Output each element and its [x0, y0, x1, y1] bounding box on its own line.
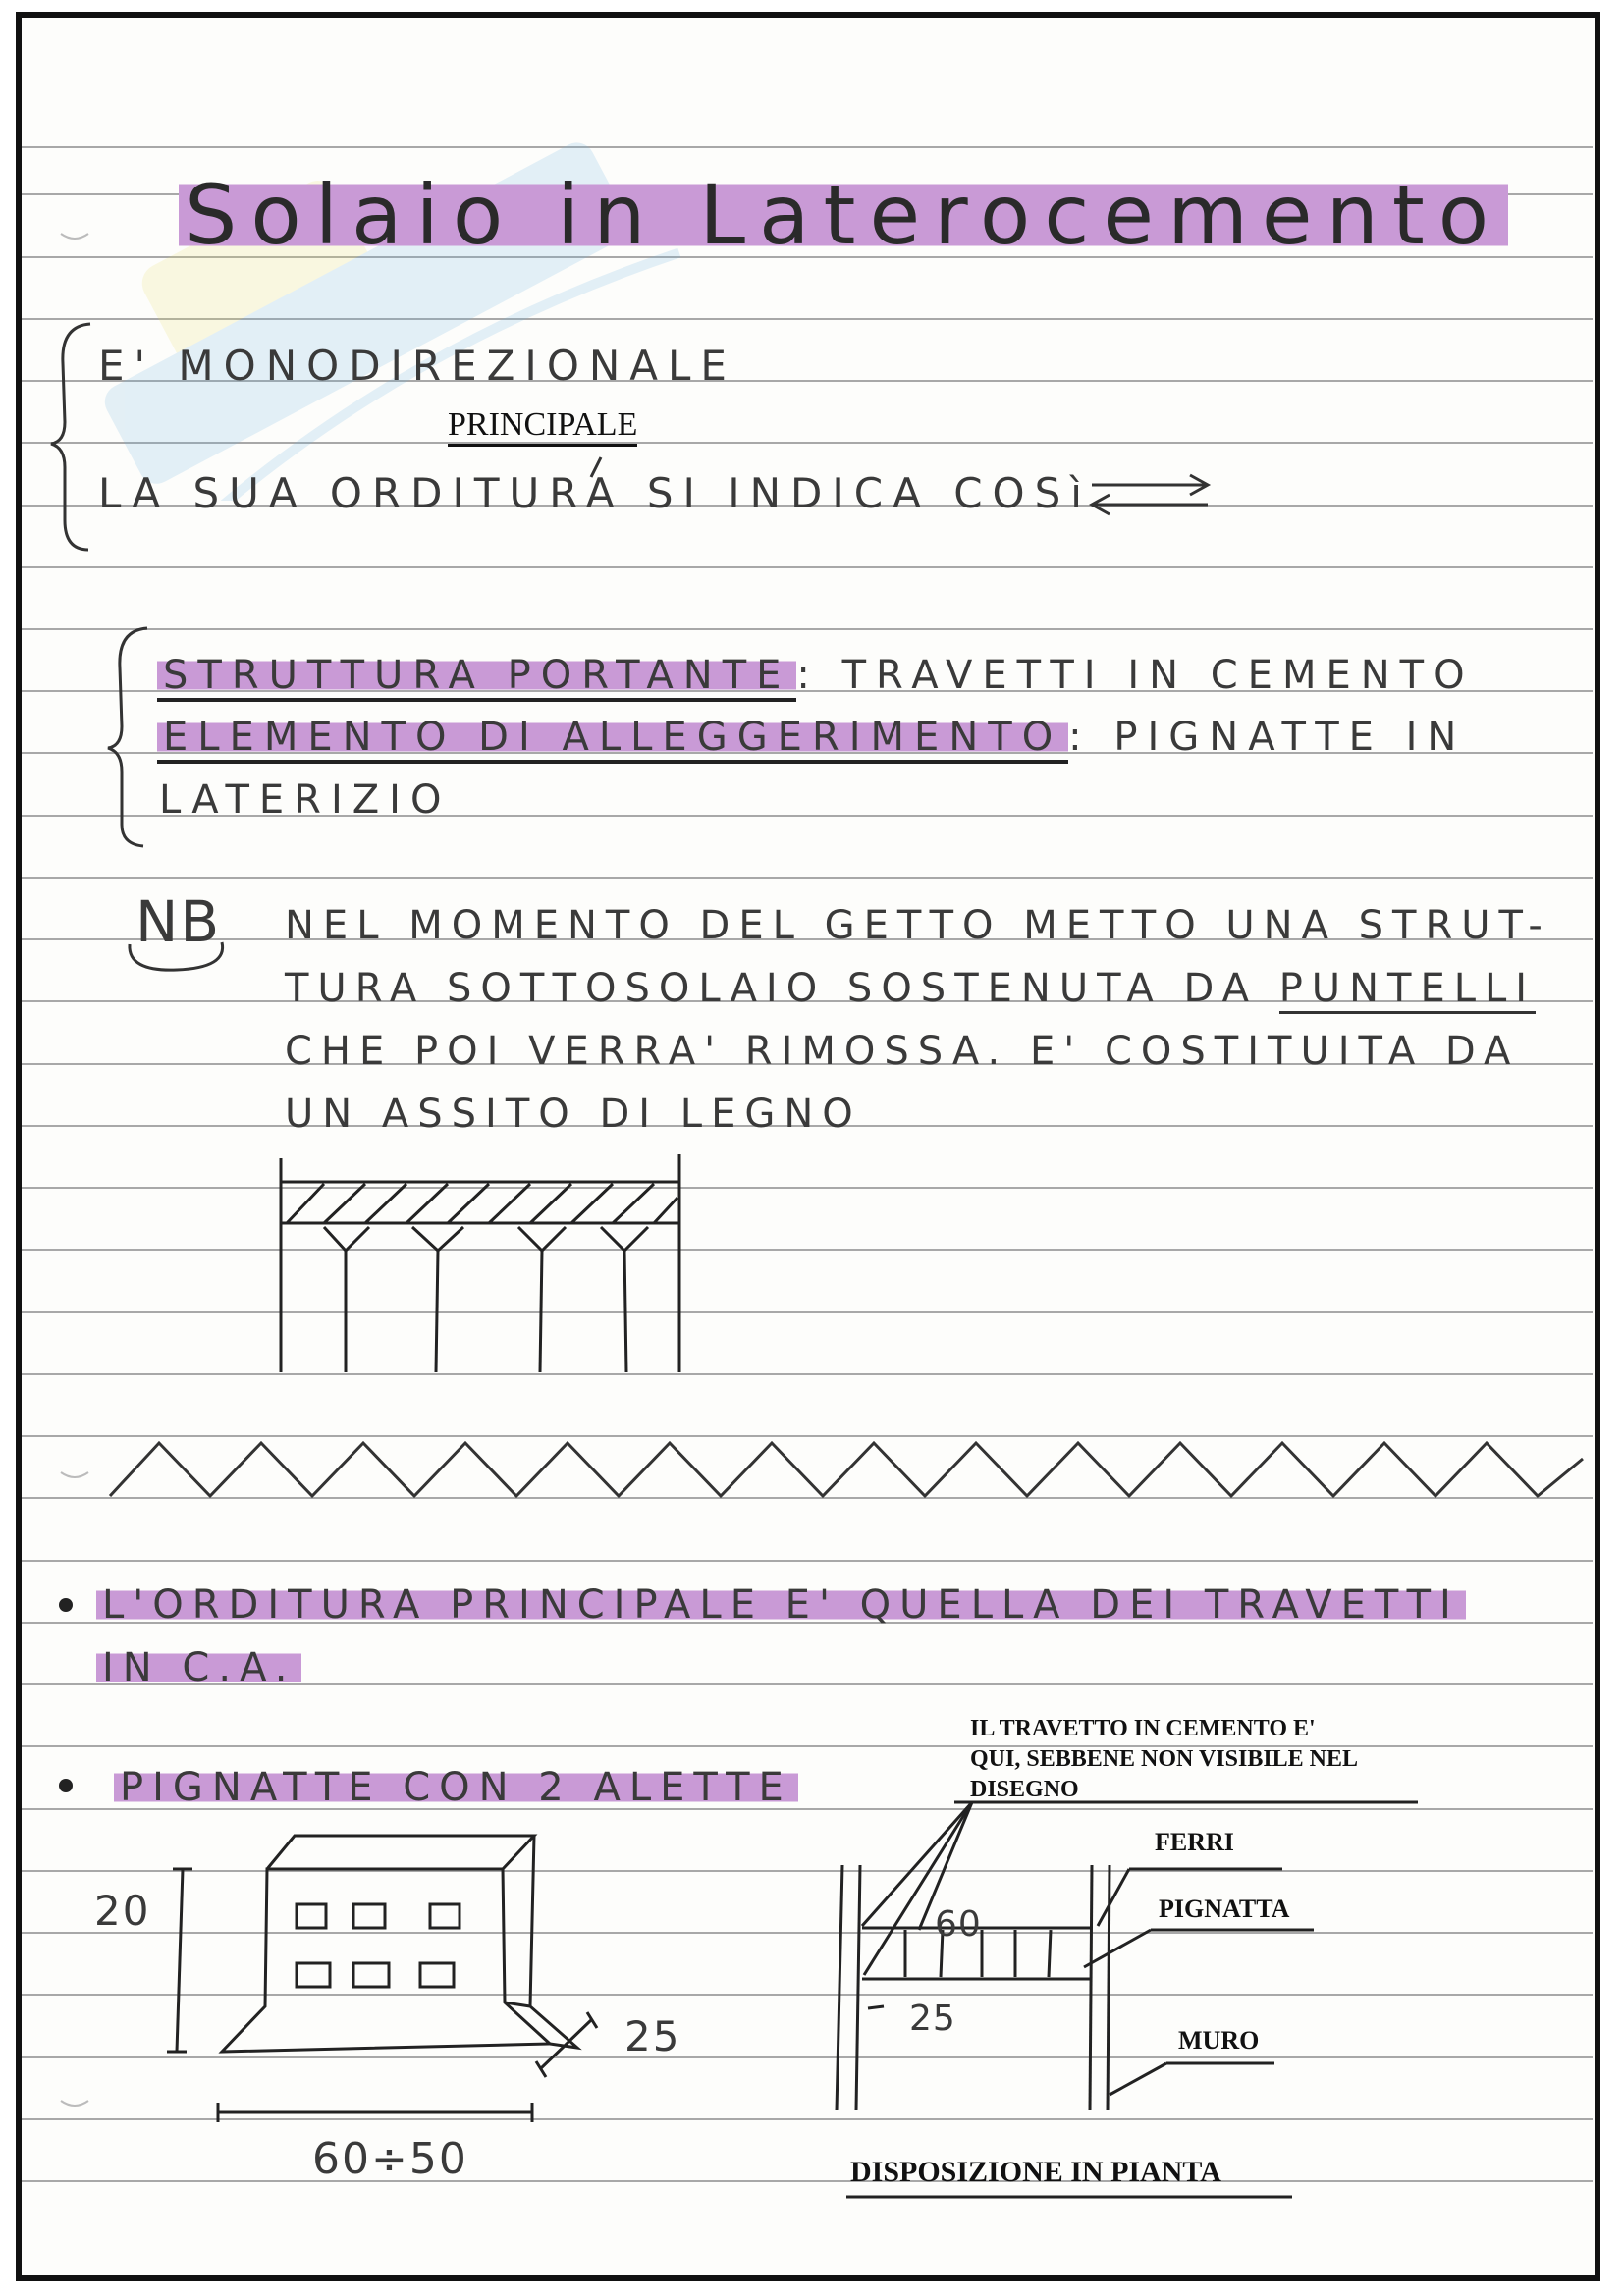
muro-label: MURO	[1178, 2026, 1260, 2055]
nb-label-text: NB	[135, 888, 222, 955]
bullet-2-line	[114, 1765, 798, 1810]
puntelli-word: PUNTELLI	[1279, 966, 1536, 1014]
bullet-1-line-1	[96, 1582, 1466, 1628]
nb-line-3: CHE POI VERRA' RIMOSSA. E' COSTITUITA DA	[285, 1029, 1520, 1074]
pignatta-label: PIGNATTA	[1159, 1895, 1290, 1923]
elemento-alleggerimento-definition: : PIGNATTE IN	[1068, 715, 1467, 760]
struttura-portante-row	[157, 653, 1475, 698]
bullet-dot-1	[59, 1598, 73, 1612]
struttura-portante-definition: : TRAVETTI IN CEMENTO	[796, 653, 1475, 698]
travetto-note	[970, 1714, 1358, 1805]
pignatta-height-label: 20	[94, 1887, 151, 1935]
nb-line-1: NEL MOMENTO DEL GETTO METTO UNA STRUT-	[285, 903, 1551, 948]
travetto-note-line-1: IL TRAVETTO IN CEMENTO E'	[970, 1716, 1316, 1741]
nb-line-4: UN ASSITO DI LEGNO	[285, 1092, 862, 1137]
page-title	[179, 167, 1508, 263]
bullet-dot-2	[59, 1779, 73, 1792]
bullet-1-line-1-text: L'ORDITURA PRINCIPALE E' QUELLA DEI TRAVETTI	[96, 1582, 1466, 1628]
principale-annotation: PRINCIPALE	[448, 406, 637, 447]
bullet-2-text: PIGNATTE CON 2 ALETTE	[114, 1765, 798, 1810]
laterizio-line: LATERIZIO	[159, 777, 452, 823]
plan-caption: DISPOSIZIONE IN PIANTA	[850, 2156, 1221, 2188]
bullet-1-line-2-text: IN C.A.	[96, 1645, 301, 1690]
plan-dim-25: 25	[909, 1999, 956, 2039]
elemento-alleggerimento-term: ELEMENTO DI ALLEGGERIMENTO	[157, 715, 1068, 764]
travetto-note-line-2: QUI, SEBBENE NON VISIBILE NEL	[970, 1746, 1359, 1772]
bullet-1-line-2	[96, 1645, 301, 1690]
pignatta-depth-label: 25	[624, 2012, 681, 2060]
nb-line-2	[285, 966, 1536, 1011]
nb-line-2-text: TURA SOTTOSOLAIO SOSTENUTA DA	[285, 966, 1279, 1011]
struttura-portante-term: STRUTTURA PORTANTE	[157, 653, 796, 702]
ferri-label: FERRI	[1155, 1828, 1234, 1856]
travetto-note-line-3: DISEGNO	[970, 1777, 1079, 1802]
orditura-line: LA SUA ORDITURA SI INDICA COSì	[98, 469, 1092, 517]
monodirezionale-line: E' MONODIREZIONALE	[98, 342, 736, 390]
elemento-alleggerimento-row	[157, 715, 1466, 760]
page-title-text: Solaio in Laterocemento	[179, 167, 1508, 263]
nb-label	[135, 888, 221, 955]
pignatta-width-label: 60÷50	[312, 2134, 468, 2184]
plan-dim-60: 60	[935, 1904, 982, 1945]
